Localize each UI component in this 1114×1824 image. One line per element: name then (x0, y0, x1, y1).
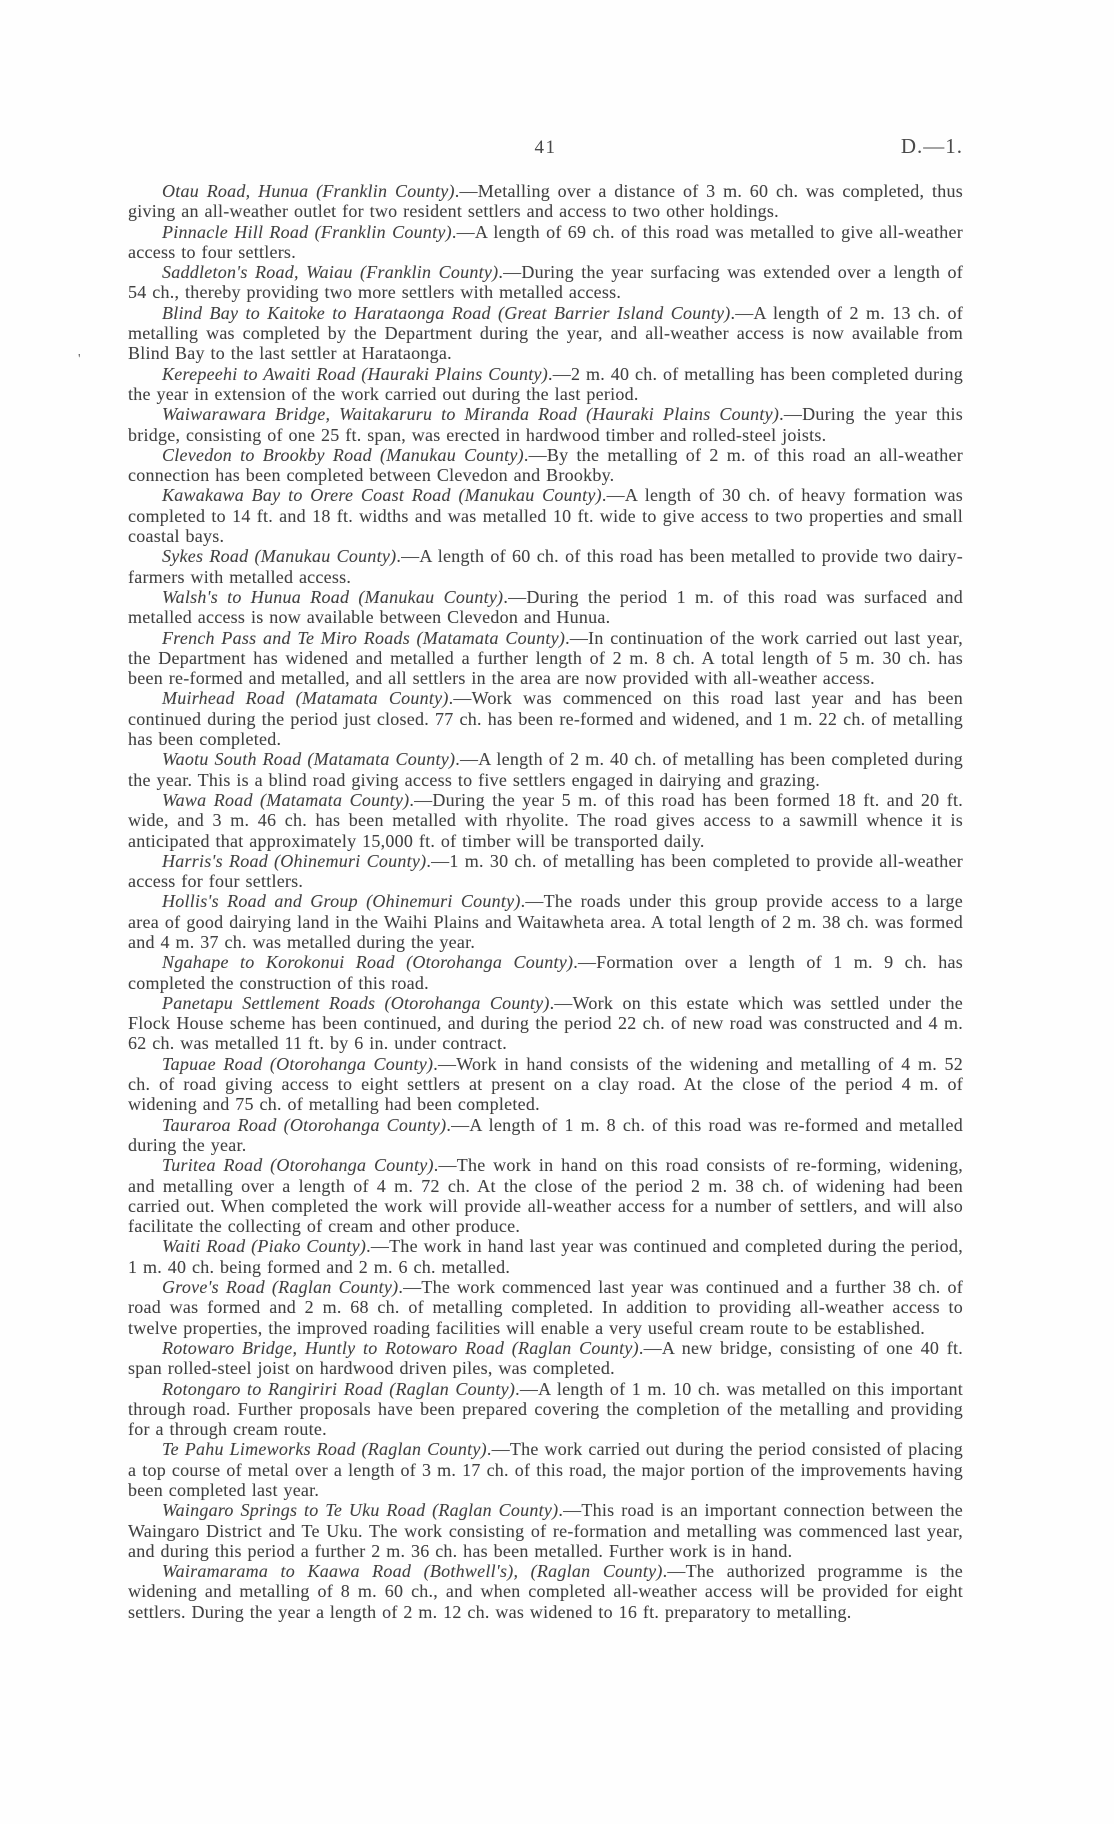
road-paragraph (128, 404, 963, 445)
road-paragraph (128, 1054, 963, 1115)
document-body (128, 181, 963, 1622)
road-title: Grove's Road (Raglan County) (162, 1277, 399, 1298)
road-description: The roads under this group provide access to a large area of good dairying land in the Waihi Plains and Waitawheta area. A total length of 2 m. 38 ch. was formed and 4 m. 37 ch. was metalled during the year. (128, 891, 963, 952)
road-description: Formation over a length of 1 m. 9 ch. has completed the construction of this road. (128, 952, 963, 993)
road-paragraph (128, 485, 963, 546)
road-title: Sykes Road (Manukau County) (162, 546, 397, 567)
paragraph-separator: .— (396, 546, 420, 567)
document-reference: D.—1. (900, 134, 963, 158)
road-description: The work carried out during the period consisted of placing a top course of metal over a length of 3 m. 17 ch. of this road, the major portion of the improvements having been completed last year. (128, 1439, 964, 1500)
road-description: The authorized programme is the widening and metalling of 8 m. 60 ch., and when completed all-weather access will be provided for eight settlers. During the year a length of 2 m. 12 ch. was widened to 16 ft. preparatory to metalling. (128, 1561, 963, 1622)
road-title: Hollis's Road and Group (Ohinemuri County) (162, 891, 521, 912)
road-paragraph (128, 993, 963, 1054)
road-paragraph (128, 628, 963, 689)
road-paragraph (128, 688, 963, 749)
paragraph-separator: .— (446, 1114, 470, 1135)
road-paragraph (128, 1236, 963, 1277)
road-description: A length of 60 ch. of this road has been metalled to provide two dairy-farmers with metalled access. (128, 546, 964, 587)
road-description: In continuation of the work carried out last year, the Department has widened and metalled a further length of 2 m. 8 ch. A total length of 5 m. 30 ch. has been re-formed and metalled, and all settlers in the area are now provided with all-weather access. (128, 627, 963, 689)
road-title: Harris's Road (Ohinemuri County) (162, 850, 427, 871)
paragraph-separator: .— (523, 444, 547, 465)
paragraph-separator: .— (548, 363, 572, 384)
road-description: During the year surfacing was extended over a length of 54 ch., thereby providing two more settlers with metalled access. (128, 262, 963, 303)
road-paragraph (128, 303, 963, 364)
paragraph-separator: .— (779, 404, 803, 425)
road-paragraph (128, 546, 963, 587)
road-paragraph (128, 952, 963, 993)
road-paragraph (128, 1379, 963, 1440)
road-title: Waingaro Springs to Te Uku Road (Raglan County) (162, 1500, 559, 1521)
road-title: Waiwarawara Bridge, Waitakaruru to Miranda Road (Hauraki Plains County) (162, 404, 780, 425)
paragraph-separator: .— (498, 262, 522, 283)
road-description: A length of 2 m. 13 ch. of metalling was completed by the Department during the year, and all-weather access is now available from Blind Bay to the last settler at Harataonga. (128, 302, 964, 364)
paragraph-separator: .— (409, 789, 433, 810)
paragraph-separator: .— (426, 850, 450, 871)
road-title: Tauraroa Road (Otorohanga County) (162, 1114, 447, 1135)
road-description: A length of 30 ch. of heavy formation was completed to 14 ft. and 18 ft. widths and was metalled 10 ft. wide to give access to two properties and small coastal bays. (128, 485, 963, 547)
paragraph-separator: .— (520, 891, 544, 912)
paragraph-separator: .— (730, 302, 754, 323)
road-paragraph (128, 262, 963, 303)
road-title: Kerepeehi to Awaiti Road (Hauraki Plains County) (162, 363, 549, 384)
road-description: During the year this bridge, consisting of one 25 ft. span, was erected in hardwood timber and rolled-steel joists. (128, 404, 963, 445)
paragraph-separator: .— (565, 627, 589, 648)
road-paragraph (128, 1561, 963, 1622)
road-title: Rotowaro Bridge, Huntly to Rotowaro Road (Raglan County) (162, 1337, 639, 1358)
road-title: Panetapu Settlement Roads (Otorohanga County) (162, 992, 550, 1013)
road-title: Wairamarama to Kaawa Road (Bothwell's), (Raglan County) (162, 1561, 663, 1582)
road-description: A new bridge, consisting of one 40 ft. span rolled-steel joist on hardwood driven piles, was completed. (128, 1337, 963, 1379)
road-title: Blind Bay to Kaitoke to Harataonga Road (Great Barrier Island County) (162, 302, 731, 323)
paragraph-separator: .— (573, 952, 597, 973)
road-description: A length of 69 ch. of this road was metalled to give all-weather access to four settlers. (128, 221, 963, 262)
road-description: A length of 1 m. 8 ch. of this road was re-formed and metalled during the year. (128, 1114, 963, 1155)
road-description: During the year 5 m. of this road has been formed 18 ft. and 20 ft. wide, and 3 m. 46 ch. has been metalled with rhyolite. The road gives access to a sawmill whence it is anticipated that approximately 15,000 ft. of timber will be transported daily. (128, 789, 963, 851)
road-description: 1 m. 30 ch. of metalling has been completed to provide all-weather access for four settlers. (128, 850, 963, 892)
road-title: Ngahape to Korokonui Road (Otorohanga County) (162, 952, 574, 973)
road-paragraph (128, 1277, 963, 1338)
road-paragraph (128, 1338, 963, 1379)
paragraph-separator: .— (366, 1236, 390, 1257)
road-title: Muirhead Road (Matamata County) (162, 688, 449, 709)
road-description: A length of 1 m. 10 ch. was metalled on this important through road. Further proposals have been prepared covering the completion of the metalling and providing for a through cream route. (128, 1378, 963, 1440)
paragraph-separator: .— (448, 688, 472, 709)
road-description: Work on this estate which was settled under the Flock House scheme has been continued, and during the period 22 ch. of new road was constructed and 4 m. 62 ch. was metalled 11 ft. by 6 in. under contract. (128, 992, 964, 1054)
road-paragraph (128, 749, 963, 790)
road-title: Kawakawa Bay to Orere Coast Road (Manukau County) (162, 485, 602, 506)
road-title: Tapuae Road (Otorohanga County) (162, 1053, 434, 1074)
paragraph-separator: .— (486, 1439, 510, 1460)
road-description: During the period 1 m. of this road was surfaced and metalled access is now available between Clevedon and Hunua. (128, 586, 963, 628)
road-paragraph (128, 851, 963, 892)
road-title: Walsh's to Hunua Road (Manukau County) (162, 586, 504, 607)
paragraph-separator: .— (662, 1561, 686, 1582)
road-description: The work in hand on this road consists of re-forming, widening, and metalling over a length of 4 m. 72 ch. At the close of the period 2 m. 38 ch. of widening had been carried out. When completed the work will provide all-weather access for a number of settlers, and will also facilitate the collecting of cream and other produce. (128, 1155, 963, 1237)
page-number: 41 (534, 137, 557, 158)
paragraph-separator: .— (455, 749, 479, 770)
paragraph-separator: .— (549, 992, 573, 1013)
road-description: The work in hand last year was continued and completed during the period, 1 m. 40 ch. being formed and 2 m. 6 ch. metalled. (128, 1236, 964, 1277)
road-description: By the metalling of 2 m. of this road an all-weather connection has been completed between Clevedon and Brookby. (128, 444, 963, 486)
road-description: 2 m. 40 ch. of metalling has been completed during the year in extension of the work carried out during the last period. (128, 363, 963, 404)
paragraph-separator: .— (451, 221, 475, 242)
road-title: Wawa Road (Matamata County) (162, 789, 410, 810)
road-paragraph (128, 445, 963, 486)
road-description: This road is an important connection between the Waingaro District and Te Uku. The work consisting of re-formation and metalling was commenced last year, and during this period a further 2 m. 36 ch. has been metalled. Further work is in hand. (128, 1500, 963, 1561)
road-paragraph (128, 1500, 963, 1561)
road-description: Work was commenced on this road last year and has been continued during the period just closed. 77 ch. has been re-formed and widened, and 1 m. 22 ch. of metalling has been completed. (128, 688, 963, 750)
paragraph-separator: .— (454, 181, 478, 201)
road-paragraph (128, 181, 963, 222)
road-title: Waiti Road (Piako County) (162, 1236, 367, 1257)
paragraph-separator: .— (515, 1378, 539, 1399)
road-description: Work in hand consists of the widening and metalling of 4 m. 52 ch. of road giving access to eight settlers at present on a clay road. At the close of the period 4 m. of widening and 75 ch. of metalling had been completed. (128, 1053, 963, 1115)
paragraph-separator: .— (503, 586, 527, 607)
road-paragraph (128, 790, 963, 851)
road-title: Rotongaro to Rangiriri Road (Raglan County) (162, 1378, 516, 1399)
road-title: French Pass and Te Miro Roads (Matamata County) (162, 627, 566, 648)
road-paragraph (128, 1439, 963, 1500)
margin-artifact-mark: ' (78, 352, 81, 367)
road-title: Turitea Road (Otorohanga County) (162, 1155, 434, 1176)
road-paragraph (128, 222, 963, 263)
road-title: Waotu South Road (Matamata County) (162, 749, 456, 770)
road-title: Pinnacle Hill Road (Franklin County) (162, 221, 452, 242)
paragraph-separator: .— (601, 485, 625, 506)
road-title: Otau Road, Hunua (Franklin County) (162, 181, 455, 201)
paragraph-separator: .— (433, 1155, 457, 1176)
road-paragraph (128, 891, 963, 952)
paragraph-separator: .— (398, 1277, 422, 1298)
road-description: Metalling over a distance of 3 m. 60 ch. was completed, thus giving an all-weather outlet for two resident settlers and access to two other holdings. (128, 181, 963, 222)
road-paragraph (128, 364, 963, 405)
road-paragraph (128, 587, 963, 628)
road-title: Saddleton's Road, Waiau (Franklin County) (162, 262, 499, 283)
road-description: A length of 2 m. 40 ch. of metalling has been completed during the year. This is a blind road giving access to five settlers engaged in dairying and grazing. (128, 749, 963, 790)
road-title: Te Pahu Limeworks Road (Raglan County) (162, 1439, 487, 1460)
road-paragraph (128, 1155, 963, 1236)
paragraph-separator: .— (433, 1053, 457, 1074)
paragraph-separator: .— (558, 1500, 582, 1521)
road-title: Clevedon to Brookby Road (Manukau County) (162, 444, 524, 465)
road-paragraph (128, 1115, 963, 1156)
road-description: The work commenced last year was continued and a further 38 ch. of road was formed and 2 m. 68 ch. of metalling completed. In addition to providing all-weather access to twelve properties, the improved roading facilities will enable a very useful cream route to be established. (128, 1277, 963, 1338)
paragraph-separator: .— (638, 1337, 662, 1358)
